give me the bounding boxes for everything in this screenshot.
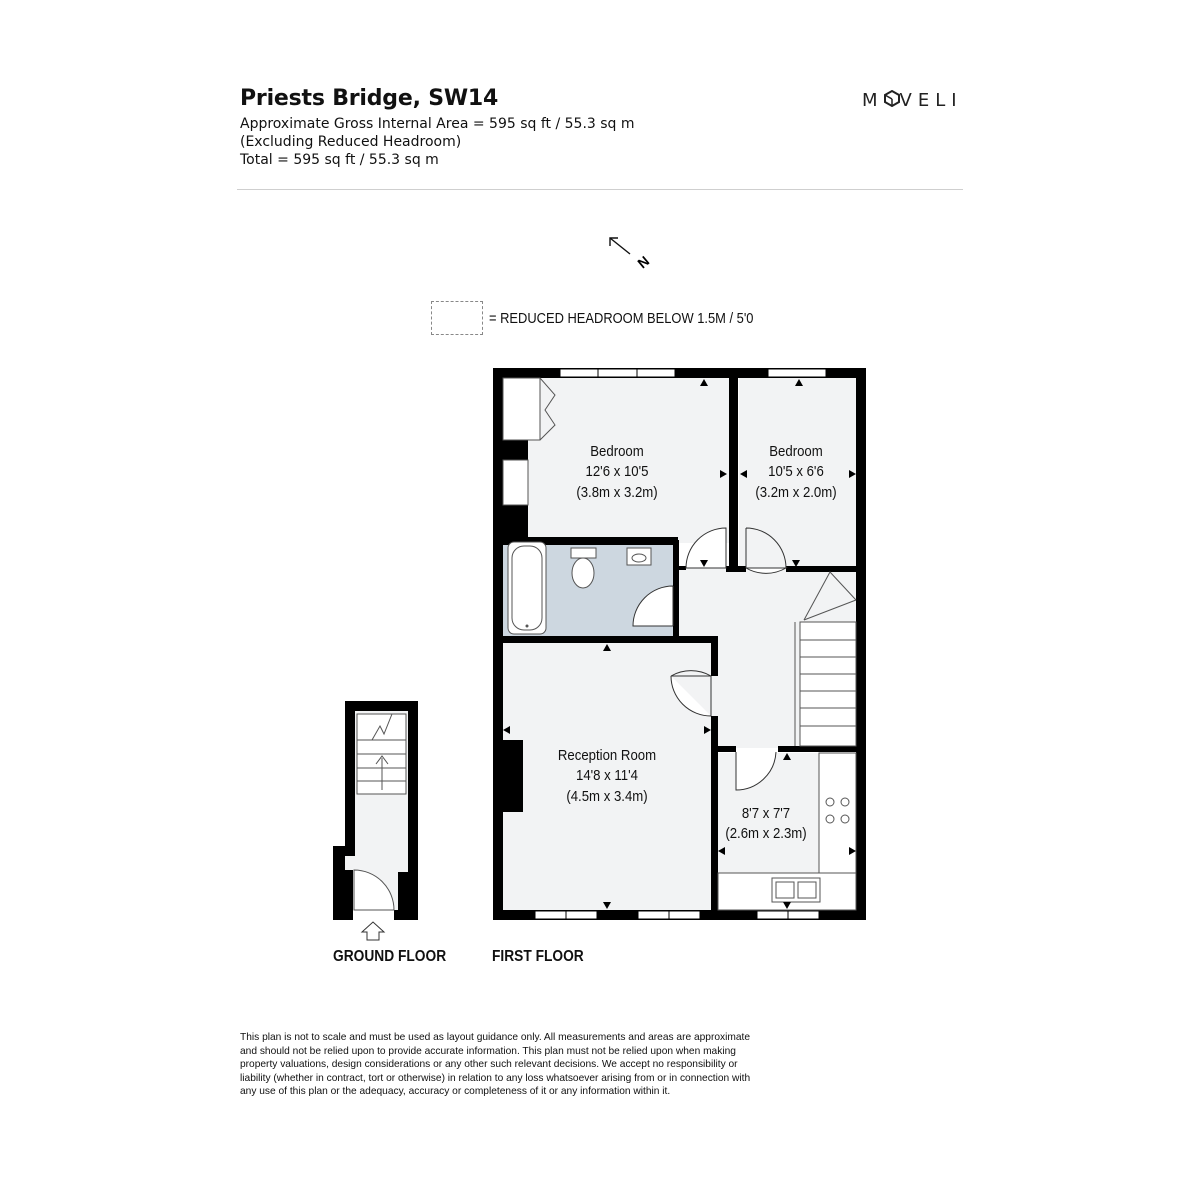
legend-text: = REDUCED HEADROOM BELOW 1.5M / 5'0: [489, 310, 754, 327]
reception-name: Reception Room: [557, 746, 657, 764]
bedroom-1-metric: (3.8m x 3.2m): [576, 483, 658, 501]
kitchen-metric: (2.6m x 2.3m): [725, 824, 807, 842]
ground-floor-label: GROUND FLOOR: [333, 948, 447, 965]
disclaimer-line: any use of this plan or the adequacy, accuracy or completeness of it or any information within it.: [240, 1086, 671, 1098]
moveli-logo: M VELI: [862, 90, 963, 111]
bedroom-2-name: Bedroom: [769, 442, 823, 460]
disclaimer-line: and should not be relied upon to provide accurate information. This plan must not be relied upon when making: [240, 1045, 736, 1057]
bedroom-1-imperial: 12'6 x 10'5: [585, 462, 649, 480]
bedroom-2-metric: (3.2m x 2.0m): [755, 483, 837, 501]
bedroom-1-name: Bedroom: [590, 442, 644, 460]
compass-label: N: [634, 252, 653, 272]
disclaimer-line: This plan is not to scale and must be used as layout guidance only. All measurements and areas are approximate: [240, 1032, 751, 1043]
total-area-line: Total = 595 sq ft / 55.3 sq m: [240, 152, 439, 168]
basin-icon: [627, 548, 651, 565]
disclaimer-line: liability (whether in contract, tort or otherwise) in relation to any loss whatsoever arising from or in connection with: [240, 1072, 751, 1084]
first-floor-label: FIRST FLOOR: [492, 948, 584, 965]
excluding-headroom-line: (Excluding Reduced Headroom): [240, 134, 462, 150]
reception-metric: (4.5m x 3.4m): [566, 787, 648, 805]
reception-imperial: 14'8 x 11'4: [576, 766, 638, 784]
bedroom-2-imperial: 10'5 x 6'6: [768, 462, 824, 480]
toilet-icon: [571, 548, 596, 588]
disclaimer-line: property valuations, design considerations or any other such relevant decisions. We accept no responsibility or: [240, 1059, 738, 1071]
disclaimer: [240, 1031, 820, 1099]
property-title: Priests Bridge, SW14: [240, 86, 499, 111]
ground-floor: [333, 701, 418, 940]
bath-icon: [508, 542, 546, 634]
kitchen-imperial: 8'7 x 7'7: [741, 804, 791, 822]
gross-area-line: Approximate Gross Internal Area = 595 sq ft / 55.3 sq m: [240, 116, 635, 132]
entrance-arrow-icon: [362, 922, 384, 940]
